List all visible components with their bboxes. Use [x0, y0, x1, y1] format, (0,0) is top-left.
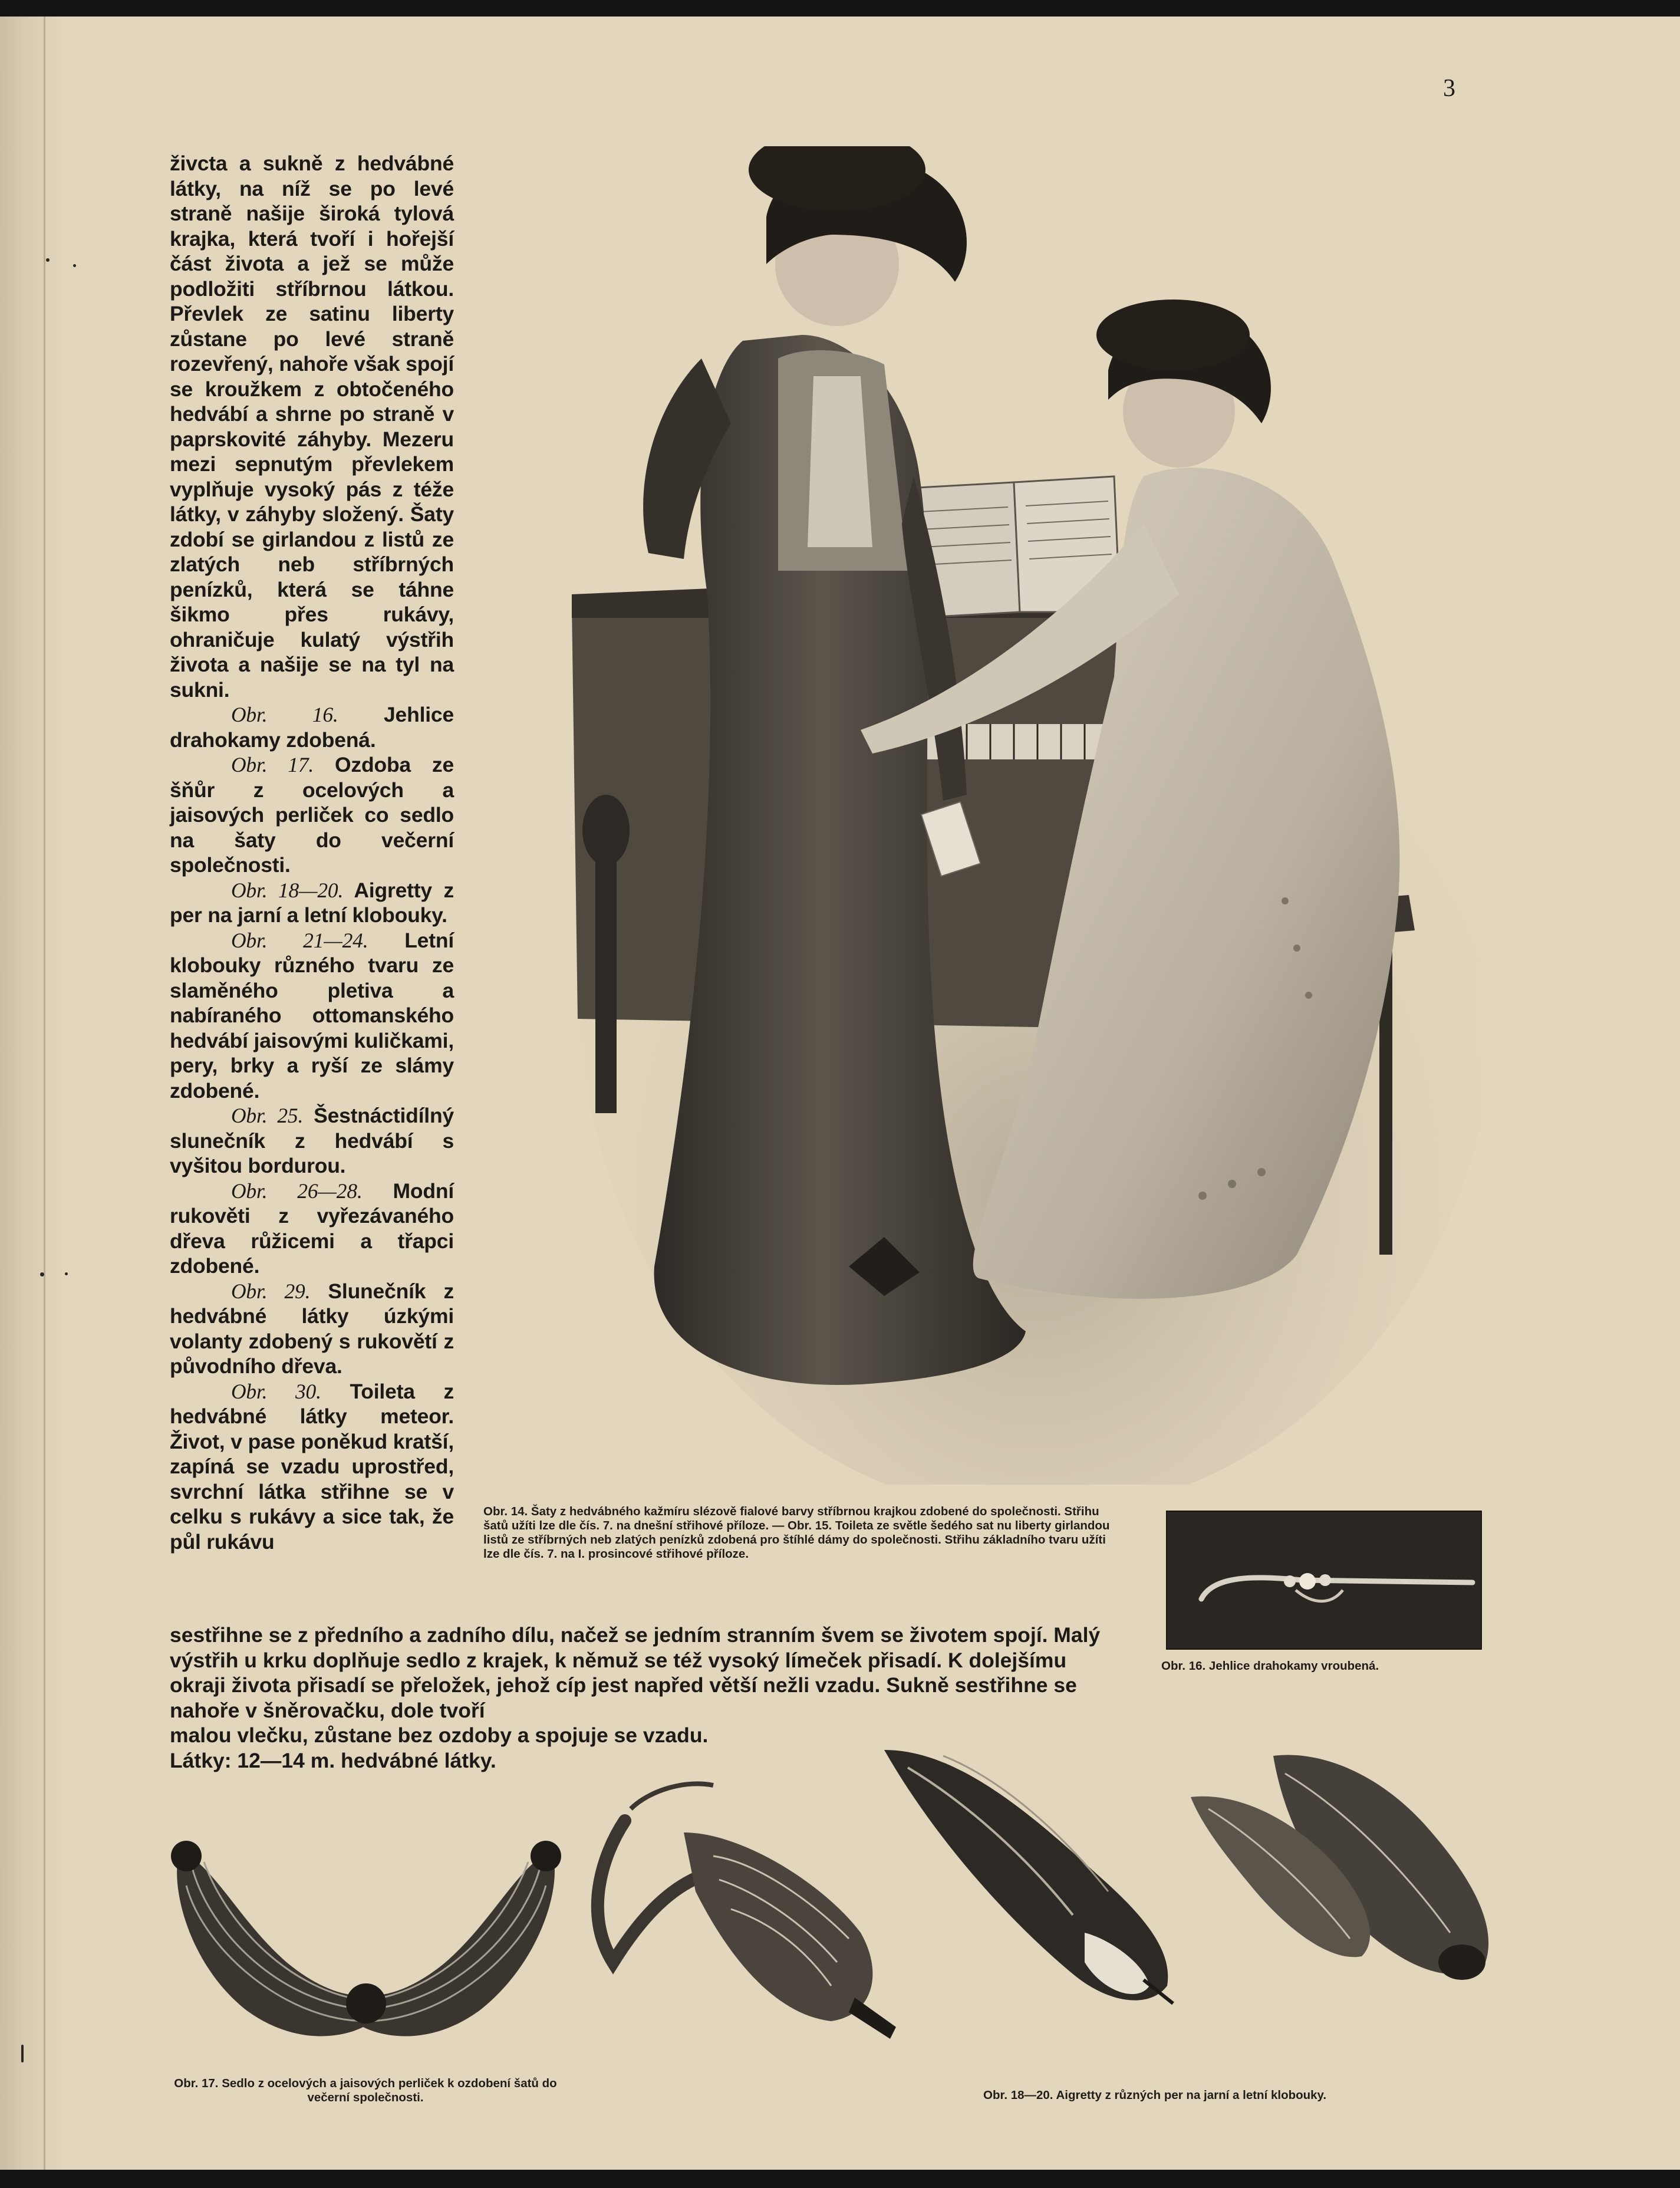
caption-fig-17: Obr. 17. Sedlo z ocelových a jaisových perliček k ozdobení šatů do večerní společnosti. — [174, 2077, 557, 2104]
left-text-column — [170, 151, 454, 1554]
figure-entry-18-20 — [170, 878, 454, 928]
binding-dot — [65, 1272, 68, 1275]
figure-description: Šestnáctidílný slunečník z hedvábí s vyšitou bordurou. — [170, 1104, 454, 1177]
caption-fig-16: Obr. 16. Jehlice drahokamy vroubená. — [1161, 1659, 1379, 1673]
caption-fig-18-20: Obr. 18—20. Aigretty z různých per na jarní a letní klobouky. — [983, 2088, 1327, 2102]
caption-fig-14-15: Obr. 14. Šaty z hedvábného kažmíru slézově fialové barvy stříbrnou krajkou zdobené do společnosti. Střihu šatů užíti lze dle čís. 7. na dnešní střihové příloze. — Obr. 15. Toileta ze světle šedého sat nu liberty girlandou listů ze stříbrných neb zlatých penízků zdobená pro štíhlé dámy do společnosti. Střihu základního tvaru užíti lze dle čís. 7. na I. prosincové střihové příloze. — [483, 1505, 1110, 1561]
illustration-fig-16-hatpin — [1166, 1511, 1482, 1650]
aigrettes-drawing — [578, 1738, 1509, 2068]
gutter-fold-line — [44, 17, 45, 2170]
binding-dot — [21, 2045, 24, 2062]
figure-entry-29 — [170, 1279, 454, 1379]
figure-entry-21-24 — [170, 928, 454, 1104]
figure-description: Slunečník z hedvábné látky úzkými volanty zdobený s rukovětí z původního dřeva. — [170, 1279, 454, 1378]
illustration-fig-17-beaded-yoke — [163, 1832, 569, 2057]
figure-description: Modní rukověti z vyřezávaného dřeva růžicemi a třapci zdobené. — [170, 1179, 454, 1278]
hatpin-drawing — [1166, 1511, 1482, 1650]
figure-description: Letní klobouky různého tvaru ze slaměného pletiva a nabíraného ottomanského hedvábí jaisovými kuličkami, pery, brky a ryší ze slámy zdobené. — [170, 928, 454, 1103]
figure-description: Toileta z hedvábné látky meteor. Život, v pase poněkud kratší, zapíná se vzadu uprostřed, svrchní látka střihne se v celku s rukávy a sice tak, že půl rukávu — [170, 1379, 454, 1554]
figure-entry-17 — [170, 752, 454, 878]
continuation-paragraph-1: sestřihne se z předního a zadního dílu, načež se jedním stranním švem se životem spojí. Malý výstřih u krku doplňuje sedlo z krajek, k němuž se též vysoký límeček přisadí. K dolejšímu okraji života přisadí se přeložek, jehož cíp jest napřed větší nežli vzadu. Sukně sestřihne se nahoře v šněrovačku, dole tvoří — [170, 1623, 1101, 1722]
continuation-paragraph-2: malou vlečku, zůstane bez ozdoby a spojuje se vzadu. — [170, 1723, 709, 1747]
magazine-page — [0, 17, 1680, 2170]
column-paragraph: živcta a sukně z hedvábné látky, na níž se po levé straně našije široká tylová krajka, která tvoří i hořejší část života a jež se může podložiti stříbrnou látkou. Převlek ze satinu liberty zůstane po levé straně rozevřený, nahoře však spojí se kroužkem z obtočeného hedvábí a shrne po straně v paprskovité záhyby. Mezeru mezi sepnutým převlekem vyplňuje vysoký pás z téže látky, v záhyby složený. Šaty zdobí se girlandou z listů ze zlatých neb stříbrných penízků, která se táhne šikmo přes rukávy, ohraničuje kulatý výstřih života a našije se na tyl na sukni. — [170, 152, 454, 702]
figure-description: Aigretty z per na jarní a letní klobouky. — [170, 878, 454, 927]
figure-ref: Obr. 17. — [231, 753, 314, 777]
figure-ref: Obr. 25. — [231, 1104, 304, 1127]
figure-entry-30 — [170, 1379, 454, 1555]
figure-ref: Obr. 16. — [231, 703, 338, 726]
illustration-fig-18-20-aigrettes — [578, 1738, 1509, 2068]
figure-entry-25 — [170, 1103, 454, 1179]
figure-ref: Obr. 29. — [231, 1279, 311, 1303]
beaded-yoke-drawing — [163, 1832, 569, 2057]
figure-ref: Obr. 18—20. — [231, 878, 344, 902]
illustration-ladies-at-piano — [554, 146, 1480, 1485]
figure-entry-26-28 — [170, 1179, 454, 1279]
figure-ref: Obr. 21—24. — [231, 928, 368, 952]
figure-ref: Obr. 26—28. — [231, 1179, 363, 1203]
continuation-paragraph-3: Látky: 12—14 m. hedvábné látky. — [170, 1748, 496, 1772]
binding-dot — [46, 258, 50, 262]
figure-description: Jehlice drahokamy zdobená. — [170, 703, 454, 752]
piano-scene-drawing — [554, 146, 1480, 1485]
figure-description: Ozdoba ze šňůr z ocelových a jaisových perliček co sedlo na šaty do večerní společnosti. — [170, 753, 454, 877]
binding-dot — [40, 1272, 44, 1276]
figure-entry-16 — [170, 702, 454, 752]
figure-ref: Obr. 30. — [231, 1379, 321, 1403]
page-gutter-shadow — [0, 17, 65, 2170]
page-number: 3 — [1443, 75, 1455, 102]
binding-dot — [73, 264, 76, 267]
